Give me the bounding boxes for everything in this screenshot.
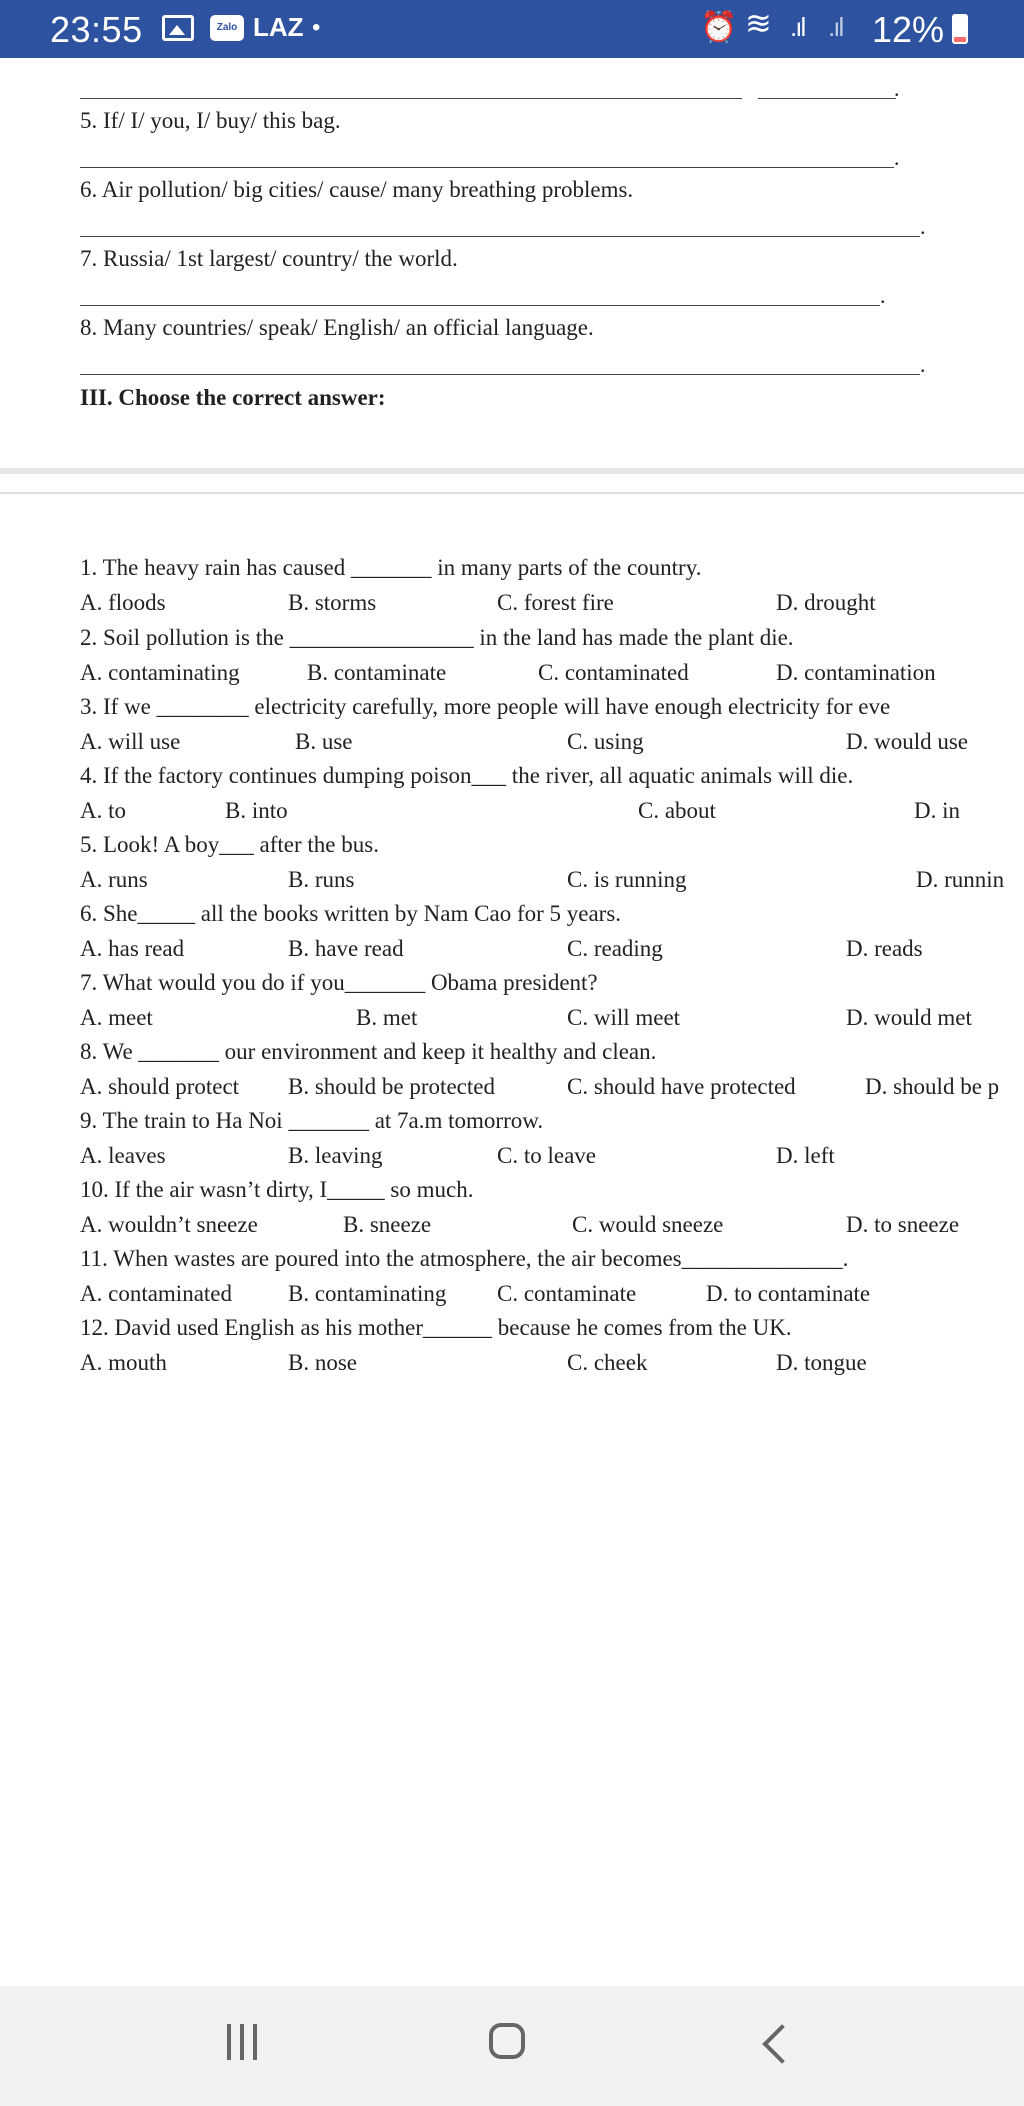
option-a: A. will use (80, 729, 181, 754)
option-c: C. should have protected (567, 1074, 796, 1099)
option-a: A. leaves (80, 1143, 166, 1168)
option-b: B. nose (288, 1350, 357, 1375)
option-c: C. using (567, 729, 644, 754)
question-2: 2. Soil pollution is the ________________ in the land has made the plant die. (80, 625, 794, 650)
status-time: 23:55 (50, 9, 143, 50)
option-b: B. should be protected (288, 1074, 495, 1099)
battery-icon (952, 14, 968, 44)
option-a: A. has read (80, 936, 185, 961)
status-bar (0, 0, 1024, 58)
question-4: 4. If the factory continues dumping poison___ the river, all aquatic animals will die. (80, 763, 854, 788)
signal-sim1-icon: .ıl (790, 12, 805, 42)
zalo-notification-icon: Zalo (210, 15, 244, 41)
option-b: B. contaminating (288, 1281, 447, 1306)
option-b: B. use (295, 729, 353, 754)
recent-apps-button[interactable] (225, 2024, 261, 2062)
option-c: C. would sneeze (572, 1212, 724, 1237)
option-c: C. contaminate (497, 1281, 637, 1306)
answer-line (80, 236, 920, 237)
option-b: B. into (225, 798, 288, 823)
option-d: D. drought (776, 590, 876, 615)
option-b: B. met (356, 1005, 418, 1030)
option-a: A. should protect (80, 1074, 240, 1099)
option-d: D. would use (846, 729, 969, 754)
option-d: D. runnin (916, 867, 1005, 892)
option-d: D. contamination (776, 660, 936, 685)
option-c: C. about (638, 798, 716, 823)
option-c: C. contaminated (538, 660, 689, 685)
period: . (894, 76, 900, 101)
battery-percentage: 12% (872, 9, 945, 50)
option-c: C. reading (567, 936, 663, 961)
lazada-notification-icon: LAZ (253, 12, 304, 42)
option-d: D. to contaminate (706, 1281, 871, 1306)
period: . (894, 145, 900, 170)
section-heading: III. Choose the correct answer: (80, 385, 386, 410)
option-c: C. to leave (497, 1143, 596, 1168)
option-d: D. reads (846, 936, 923, 961)
question-8: 8. We _______ our environment and keep it healthy and clean. (80, 1039, 657, 1064)
option-a: A. runs (80, 867, 148, 892)
navigation-bar (0, 1986, 1024, 2106)
signal-sim2-icon: .ıl (828, 12, 843, 42)
period: . (880, 283, 886, 308)
back-button[interactable] (762, 2024, 802, 2064)
answer-line (80, 305, 880, 306)
option-c: C. will meet (567, 1005, 681, 1030)
option-a: A. mouth (80, 1350, 167, 1375)
question-9: 9. The train to Ha Noi _______ at 7a.m tomorrow. (80, 1108, 544, 1133)
page-break (0, 468, 1024, 474)
rewrite-item-5: 5. If/ I/ you, I/ buy/ this bag. (80, 108, 341, 133)
option-d: D. left (776, 1143, 835, 1168)
question-7: 7. What would you do if you_______ Obama president? (80, 970, 598, 995)
option-d: D. to sneeze (846, 1212, 960, 1237)
rewrite-item-6: 6. Air pollution/ big cities/ cause/ many breathing problems. (80, 177, 634, 202)
question-10: 10. If the air wasn’t dirty, I_____ so much. (80, 1177, 474, 1202)
option-d: D. would met (846, 1005, 972, 1030)
page-break-line (0, 492, 1024, 494)
option-c: C. cheek (567, 1350, 648, 1375)
rewrite-item-8: 8. Many countries/ speak/ English/ an official language. (80, 315, 594, 340)
question-11: 11. When wastes are poured into the atmosphere, the air becomes______________. (80, 1246, 849, 1271)
home-button[interactable] (489, 2023, 525, 2059)
option-b: B. sneeze (343, 1212, 432, 1237)
answer-line (80, 374, 920, 375)
wifi-icon: ≋ (745, 5, 772, 41)
answer-line (80, 167, 894, 168)
option-a: A. wouldn’t sneeze (80, 1212, 258, 1237)
option-d: D. should be p (865, 1074, 1000, 1099)
option-b: B. have read (288, 936, 404, 961)
period: . (920, 214, 926, 239)
option-b: B. leaving (288, 1143, 383, 1168)
question-6: 6. She_____ all the books written by Nam Cao for 5 years. (80, 901, 622, 926)
question-5: 5. Look! A boy___ after the bus. (80, 832, 379, 857)
answer-line (758, 98, 896, 99)
question-3: 3. If we ________ electricity carefully, more people will have enough electricity for eve (80, 694, 891, 719)
option-a: A. to (80, 798, 126, 823)
option-d: D. in (914, 798, 960, 823)
period: . (920, 352, 926, 377)
gallery-notification-icon (162, 15, 194, 41)
option-b: B. storms (288, 590, 377, 615)
option-a: A. floods (80, 590, 166, 615)
option-a: A. contaminated (80, 1281, 233, 1306)
option-a: A. contaminating (80, 660, 240, 685)
option-c: C. is running (567, 867, 687, 892)
question-12: 12. David used English as his mother______ because he comes from the UK. (80, 1315, 792, 1340)
option-b: B. contaminate (307, 660, 447, 685)
rewrite-item-7: 7. Russia/ 1st largest/ country/ the world. (80, 246, 458, 271)
question-1: 1. The heavy rain has caused _______ in many parts of the country. (80, 555, 702, 580)
answer-line (80, 98, 742, 99)
option-b: B. runs (288, 867, 355, 892)
option-c: C. forest fire (497, 590, 614, 615)
option-a: A. meet (80, 1005, 153, 1030)
option-d: D. tongue (776, 1350, 867, 1375)
alarm-icon: ⏰ (700, 11, 738, 44)
more-notifications-dot: • (312, 14, 321, 41)
